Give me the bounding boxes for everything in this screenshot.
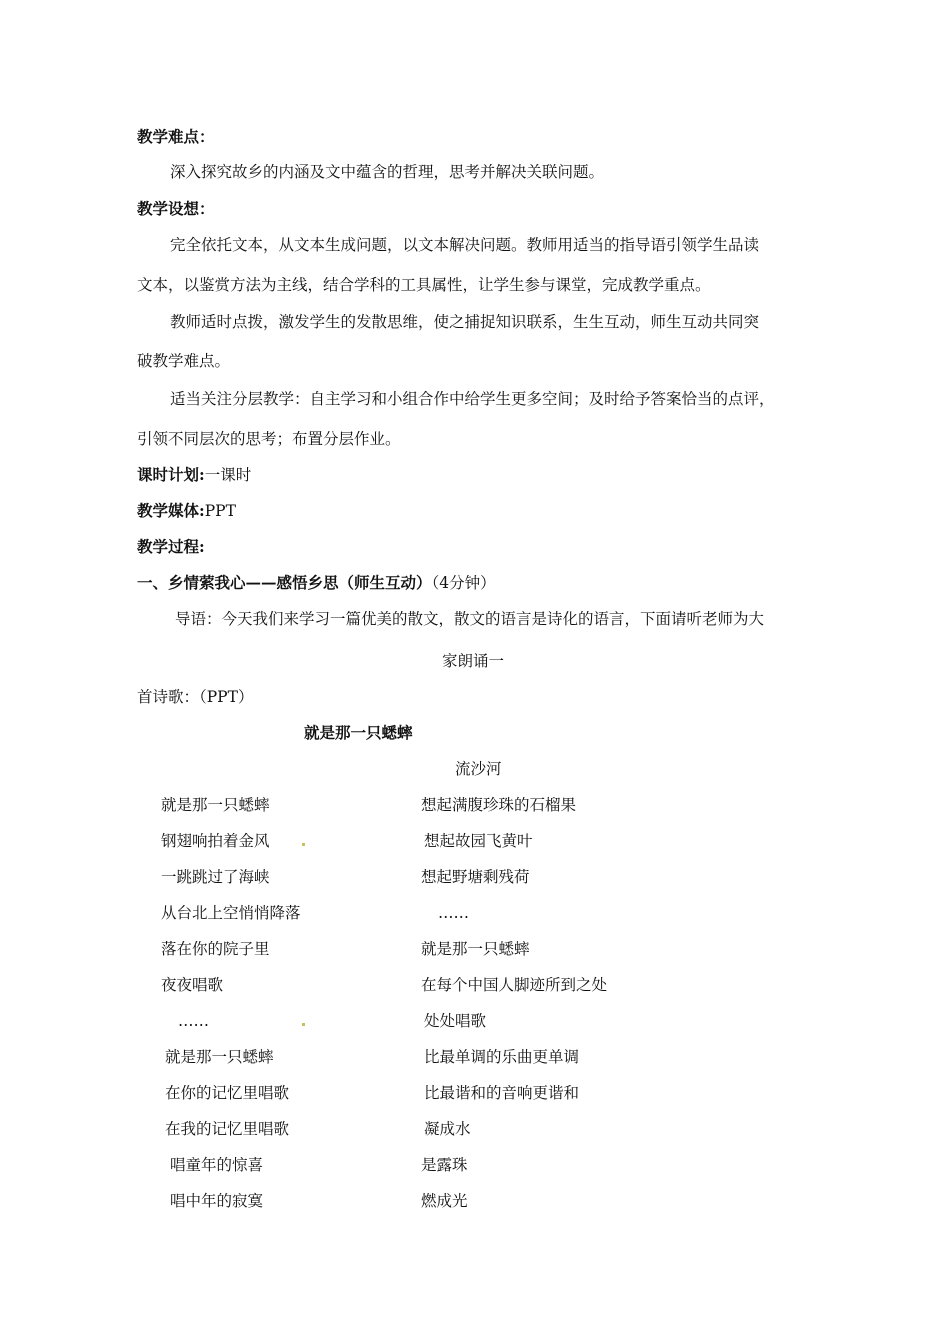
media-label: 教学媒体:	[137, 501, 205, 520]
poem-left-line: ……	[178, 1012, 209, 1030]
poem-right-line: 就是那一只蟋蟀	[421, 940, 530, 958]
design-paragraph-3-line-2: 引领不同层次的思考；布置分层作业。	[137, 430, 401, 448]
design-paragraph-2-line-1: 教师适时点拨，激发学生的发散思维，使之捕捉知识联系，生生互动，师生互动共同突	[170, 313, 760, 331]
design-paragraph-3-line-1: 适当关注分层教学：自主学习和小组合作中给学生更多空间；及时给予答案恰当的点评，	[170, 390, 775, 408]
media-value: PPT	[204, 502, 236, 520]
poem-right-line: 燃成光	[421, 1192, 468, 1210]
poem-right-line: 在每个中国人脚迹所到之处	[421, 976, 608, 994]
poem-left-line: 唱中年的寂寞	[170, 1192, 264, 1210]
schedule-value: 一课时	[204, 466, 252, 484]
poem-right-line: ……	[438, 904, 469, 922]
schedule-label: 课时计划:	[137, 465, 205, 484]
poem-author: 流沙河	[455, 760, 502, 778]
poem-right-line: 想起满腹珍珠的石榴果	[421, 796, 577, 814]
poem-left-line: 就是那一只蟋蟀	[161, 796, 270, 814]
difficulty-heading: 教学难点：	[137, 127, 215, 146]
schedule-line	[137, 465, 251, 485]
poem-left-line: 夜夜唱歌	[161, 976, 224, 994]
decorative-dot	[302, 1023, 305, 1026]
intro-line-2: 家朗诵一	[442, 652, 505, 670]
process-heading: 教学过程:	[137, 537, 205, 556]
poem-left-line: 落在你的院子里	[161, 940, 270, 958]
poem-title: 就是那一只蟋蟀	[304, 723, 413, 742]
poem-right-line: 凝成水	[424, 1120, 471, 1138]
poem-right-line: 比最谐和的音响更谐和	[424, 1084, 580, 1102]
poem-left-line: 在我的记忆里唱歌	[165, 1120, 290, 1138]
intro-line-3: 首诗歌：（PPT）	[137, 688, 254, 706]
poem-left-line: 一跳跳过了海峡	[161, 868, 270, 886]
section-1-title: 一、乡情萦我心——感悟乡思（师生互动）	[137, 573, 432, 592]
design-paragraph-1-line-2: 文本，以鉴赏方法为主线，结合学科的工具属性，让学生参与课堂，完成教学重点。	[137, 276, 711, 294]
poem-left-line: 在你的记忆里唱歌	[165, 1084, 290, 1102]
media-line	[137, 501, 236, 521]
poem-right-line: 想起野塘剩残荷	[421, 868, 530, 886]
intro-line-1: 导语：今天我们来学习一篇优美的散文，散文的语言是诗化的语言，下面请听老师为大	[175, 610, 765, 628]
poem-left-line: 钢翅响拍着金风	[161, 832, 270, 850]
poem-right-line: 处处唱歌	[424, 1012, 487, 1030]
poem-left-line: 从台北上空悄悄降落	[161, 904, 301, 922]
design-paragraph-1-line-1: 完全依托文本，从文本生成问题，以文本解决问题。教师用适当的指导语引领学生品读	[170, 236, 760, 254]
decorative-dot	[302, 843, 305, 846]
poem-left-line: 就是那一只蟋蟀	[165, 1048, 274, 1066]
design-heading: 教学设想：	[137, 199, 215, 218]
poem-right-line: 比最单调的乐曲更单调	[424, 1048, 580, 1066]
section-1-time: （4分钟）	[431, 574, 496, 592]
design-paragraph-2-line-2: 破教学难点。	[137, 352, 231, 370]
section-1-line	[137, 573, 496, 593]
poem-left-line: 唱童年的惊喜	[170, 1156, 264, 1174]
poem-right-line: 想起故园飞黄叶	[424, 832, 533, 850]
difficulty-text: 深入探究故乡的内涵及文中蕴含的哲理，思考并解决关联问题。	[170, 163, 605, 181]
poem-right-line: 是露珠	[421, 1156, 468, 1174]
